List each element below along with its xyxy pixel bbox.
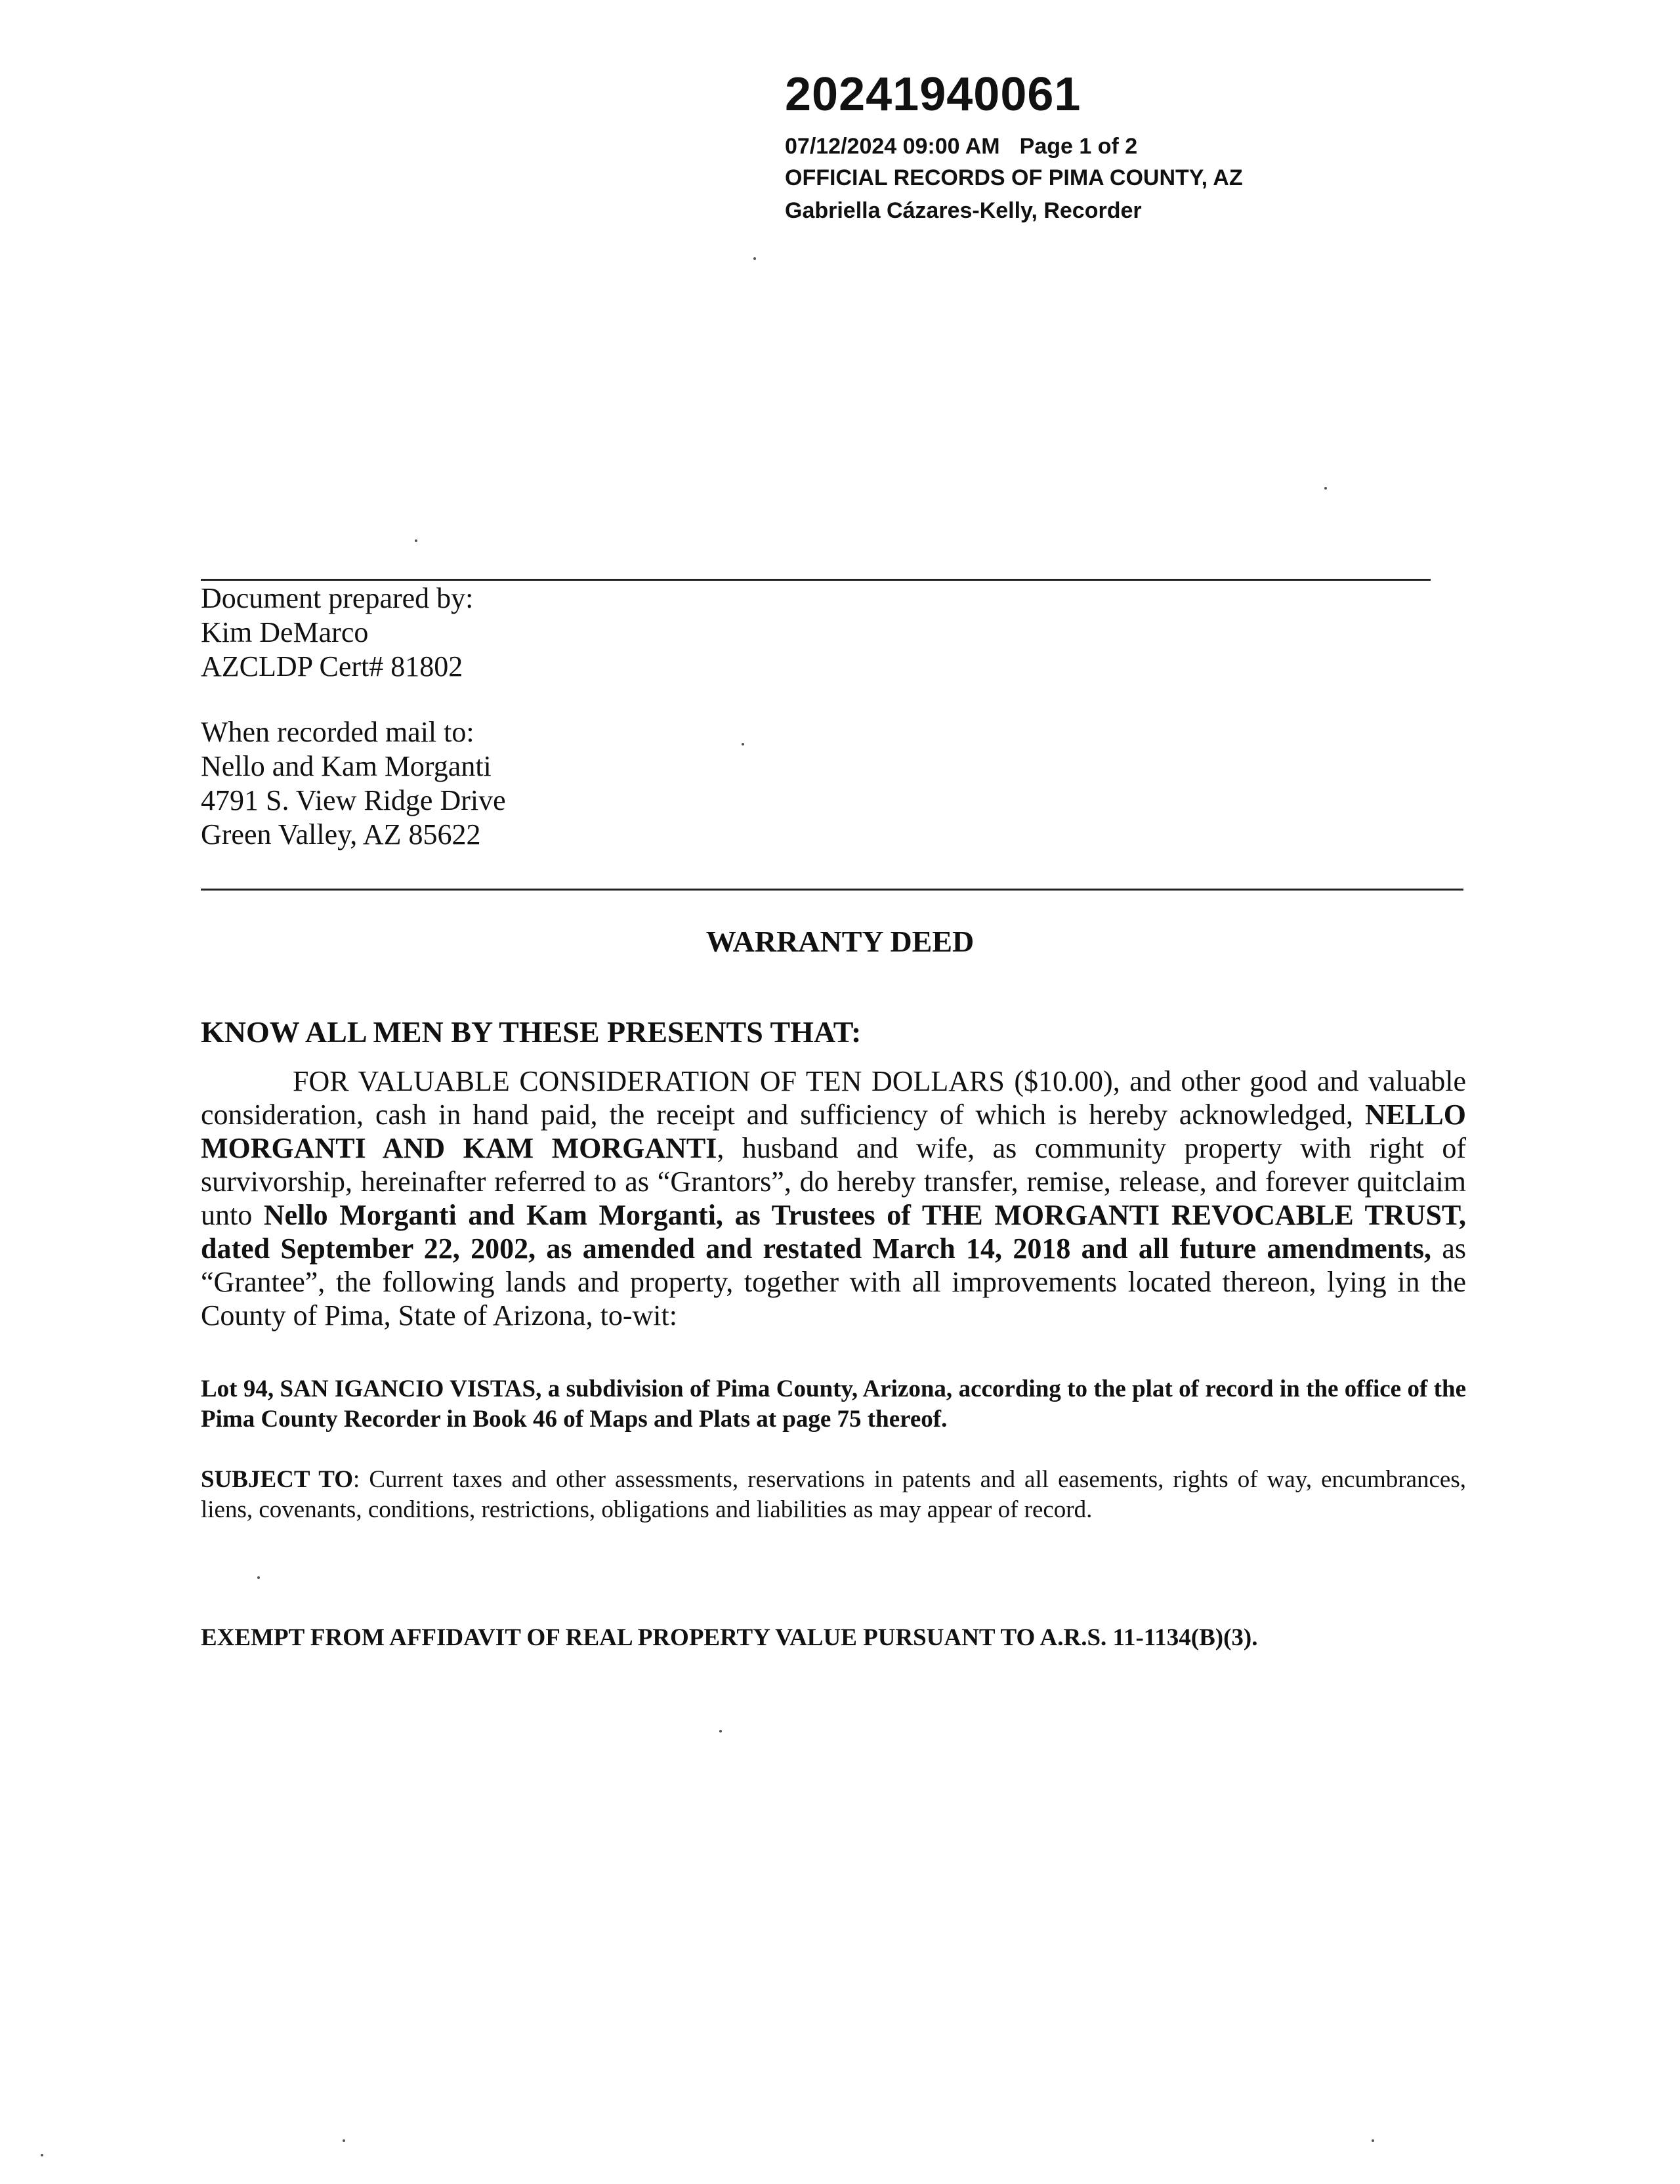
consideration-text-3: as “Grantee”, the following lands and property, together with all improvements located thereon, lying in the County of Pima, State of Arizona, to-wit:: [201, 1232, 1466, 1332]
scan-speck: [343, 2139, 345, 2142]
mail-to-block: [201, 715, 506, 852]
prepared-by-heading: Document prepared by:: [201, 582, 474, 614]
consideration-paragraph: [201, 1064, 1466, 1332]
bottom-divider: [201, 889, 1463, 891]
subject-to-text: : Current taxes and other assessments, reservations in patents and all easements, rights of way, encumbrances, liens, covenants, conditions, restrictions, obligations and liabilities as may appear of record.: [201, 1466, 1466, 1523]
exemption-statement: EXEMPT FROM AFFIDAVIT OF REAL PROPERTY VALUE PURSUANT TO A.R.S. 11-1134(B)(3).: [201, 1624, 1258, 1651]
consideration-text-2: , husband and wife, as community property with right of survivorship, hereinafter referred to as “Grantors”, do hereby transfer, remise, release, and forever quitclaim unto: [201, 1132, 1467, 1231]
subject-to-label: SUBJECT TO: [201, 1466, 354, 1493]
recording-datetime-line: [785, 135, 1137, 158]
legal-description: Lot 94, SAN IGANCIO VISTAS, a subdivision of Pima County, Arizona, according to the plat of record in the office of the Pima County Recorder in Book 46 of Maps and Plats at page 75 thereof.: [201, 1376, 1466, 1433]
scan-speck: [742, 743, 744, 746]
mail-to-name: Nello and Kam Morganti: [201, 750, 492, 782]
recorder-name: Gabriella Cázares-Kelly, Recorder: [785, 198, 1142, 223]
deed-title: WARRANTY DEED: [705, 925, 975, 958]
scan-speck: [415, 539, 417, 542]
subject-to-paragraph: [201, 1465, 1466, 1525]
mail-to-heading: When recorded mail to:: [201, 716, 474, 748]
grantors-names: NELLO MORGANTI AND KAM MORGANTI: [201, 1099, 1466, 1164]
preparer-cert: AZCLDP Cert# 81802: [201, 650, 463, 682]
deed-preamble: KNOW ALL MEN BY THESE PRESENTS THAT:: [201, 1015, 862, 1049]
prepared-by-block: [201, 581, 473, 684]
recording-office: OFFICIAL RECORDS OF PIMA COUNTY, AZ: [785, 165, 1243, 190]
recording-number: 20241940061: [785, 68, 1082, 121]
preparer-name: Kim DeMarco: [201, 616, 369, 648]
scan-speck: [41, 2154, 43, 2156]
consideration-text-1: FOR VALUABLE CONSIDERATION OF TEN DOLLARS ($10.00), and other good and valuable consideration, cash in hand paid, the receipt and sufficiency of which is hereby acknowledged,: [201, 1065, 1466, 1131]
scan-speck: [1324, 487, 1327, 490]
scan-speck: [753, 257, 756, 260]
scan-speck: [1372, 2139, 1374, 2142]
top-divider: [201, 579, 1431, 581]
scan-speck: [719, 1730, 722, 1732]
mail-to-city: Green Valley, AZ 85622: [201, 818, 481, 850]
grantee-trust: Nello Morganti and Kam Morganti, as Trustees of THE MORGANTI REVOCABLE TRUST, dated September 22, 2002, as amended and restated March 14, 2018 and all future amendments,: [201, 1199, 1466, 1265]
mail-to-street: 4791 S. View Ridge Drive: [201, 784, 506, 816]
recording-datetime: 07/12/2024 09:00 AM: [785, 134, 1000, 159]
recording-page: Page 1 of 2: [1019, 134, 1138, 159]
scan-speck: [257, 1576, 260, 1579]
